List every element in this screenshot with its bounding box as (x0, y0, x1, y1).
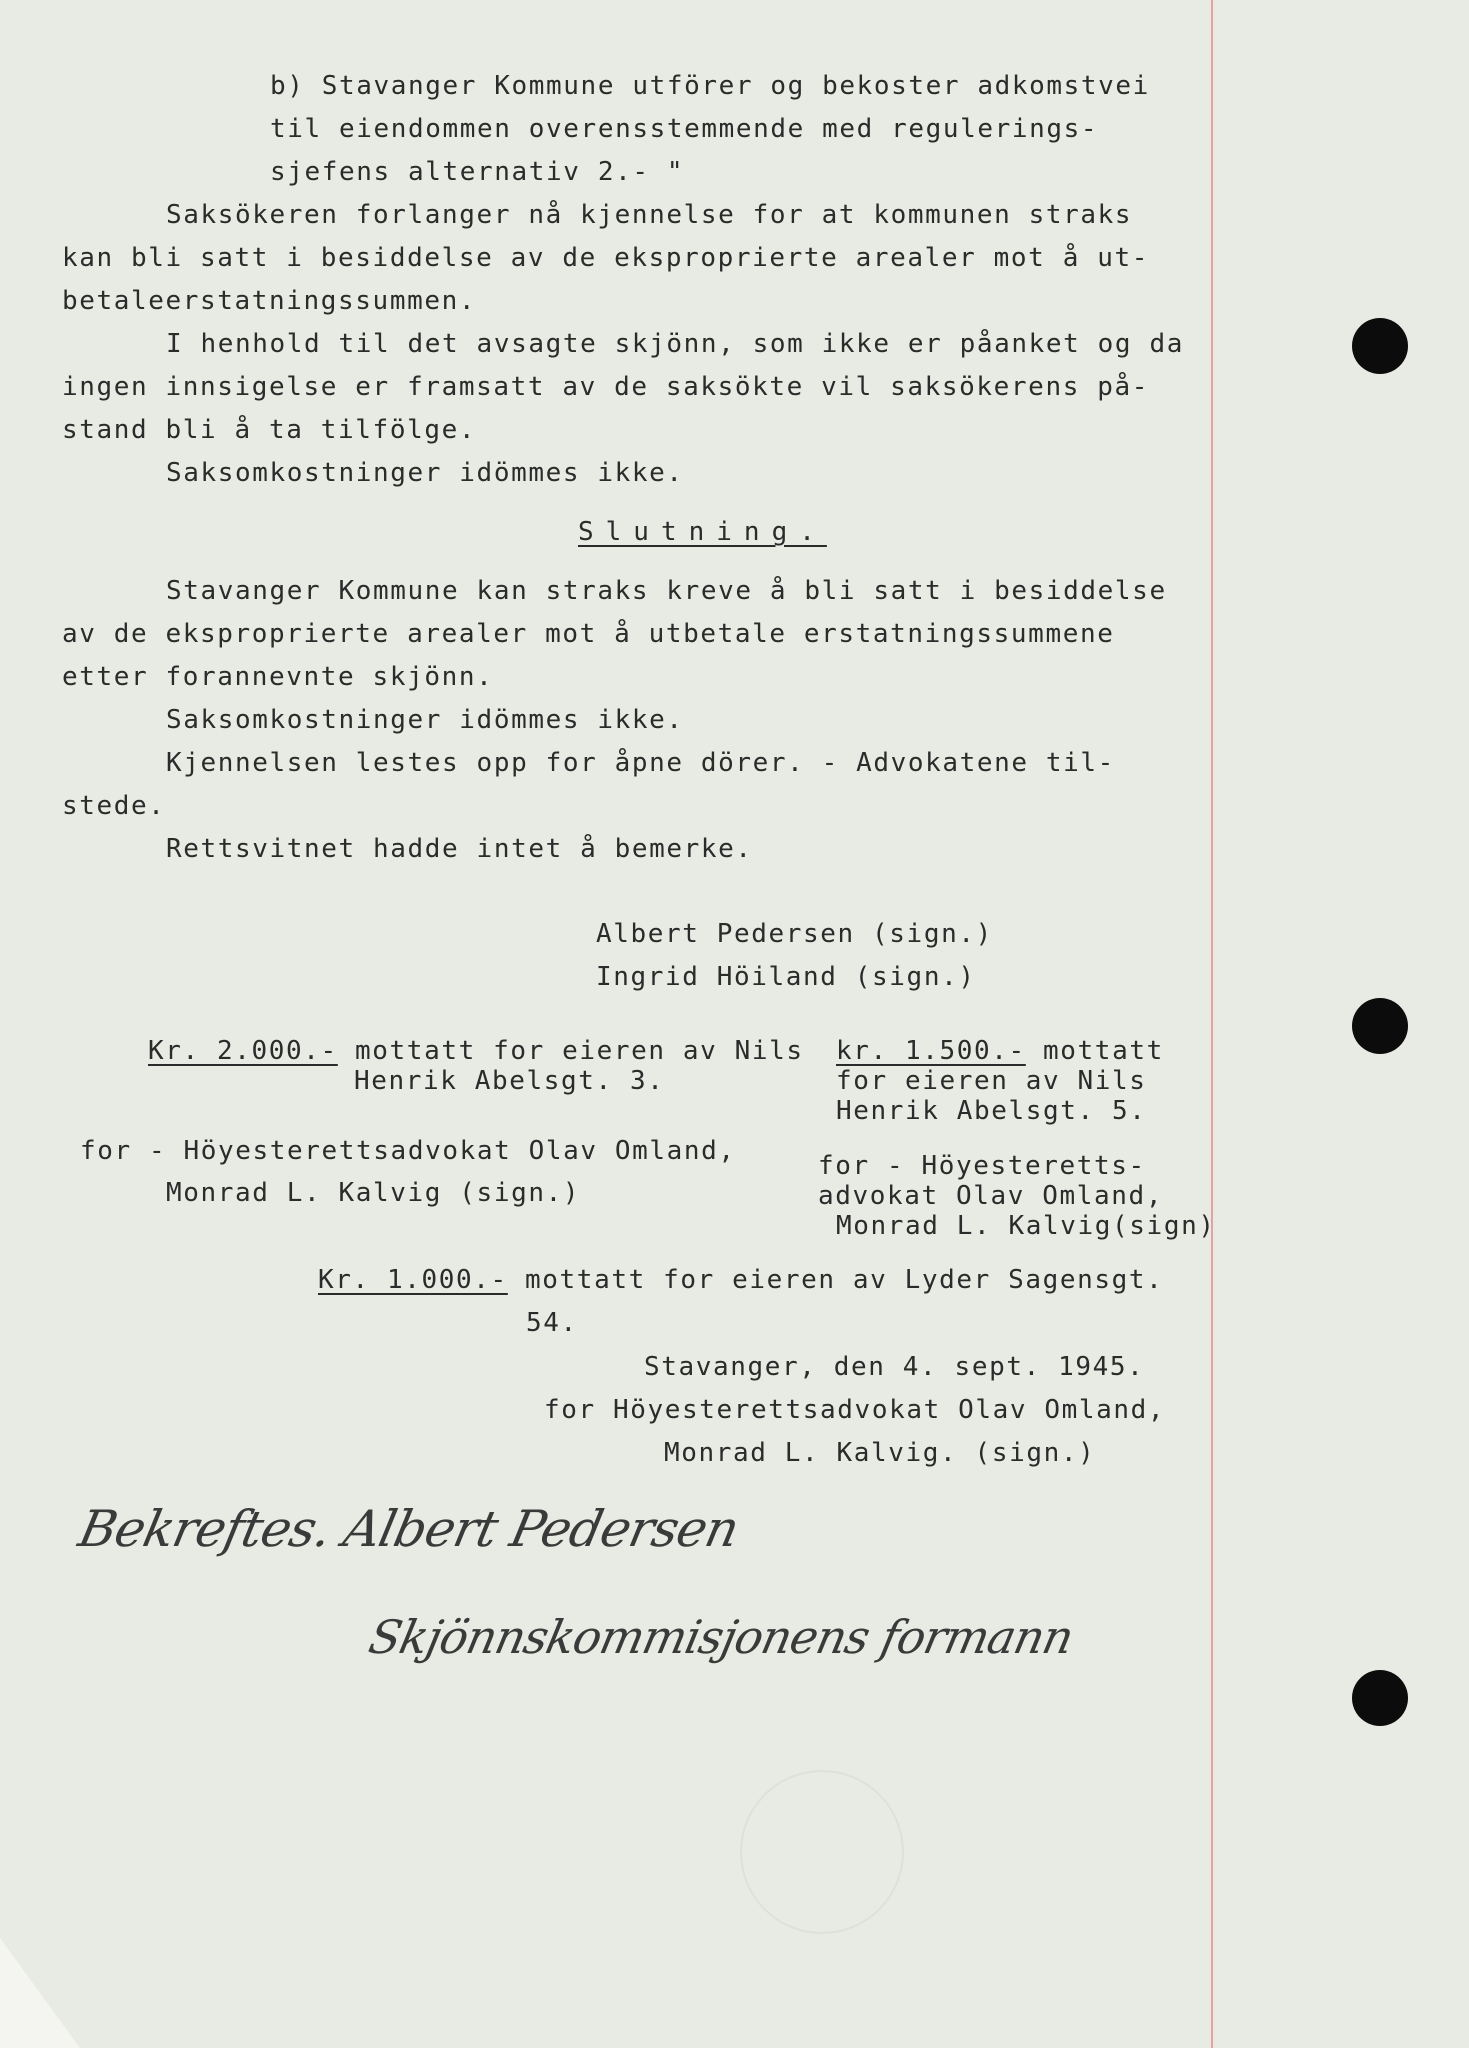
receipt-amount: Kr. 2.000.- (148, 1036, 338, 1066)
text-line: I henhold til det avsagte skjönn, som ikke er påanket og da (166, 329, 1184, 359)
faint-stamp (740, 1770, 904, 1934)
text-line: av de eksproprierte arealer mot å utbetale erstatningssummene (62, 619, 1115, 649)
text-line: Saksomkostninger idömmes ikke. (166, 458, 684, 488)
text-line: sjefens alternativ 2.- " (270, 157, 685, 187)
receipt-left-line (148, 1035, 804, 1067)
receipt-right-line: for eieren av Nils (836, 1066, 1147, 1096)
signature-line: Albert Pedersen (sign.) (596, 919, 993, 949)
closing-signed: Monrad L. Kalvig. (sign.) (664, 1438, 1096, 1468)
receipt-third-line: 54. (526, 1308, 578, 1338)
text-line: stand bli å ta tilfölge. (62, 415, 477, 445)
receipt-text: mottatt (1025, 1036, 1164, 1066)
punch-hole (1352, 318, 1408, 374)
receipt-left-line: Henrik Abelsgt. 3. (354, 1066, 665, 1096)
place-date: Stavanger, den 4. sept. 1945. (644, 1352, 1145, 1382)
text-line: Kjennelsen lestes opp for åpne dörer. - Advokatene til- (166, 748, 1115, 778)
receipt-left-line: for - Höyesterettsadvokat Olav Omland, (80, 1136, 736, 1166)
receipt-left-line: Monrad L. Kalvig (sign.) (166, 1178, 581, 1208)
receipt-amount: kr. 1.500.- (836, 1036, 1026, 1066)
receipt-right-line: Monrad L. Kalvig(sign) (836, 1211, 1216, 1241)
receipt-right-line (836, 1035, 1164, 1067)
text-line: til eiendommen overensstemmende med regulerings- (270, 114, 1099, 144)
text-line: Saksomkostninger idömmes ikke. (166, 705, 684, 735)
text-line: Saksökeren forlanger nå kjennelse for at kommunen straks (166, 200, 1133, 230)
handwritten-confirmation: Bekreftes. Albert Pedersen (73, 1500, 744, 1558)
handwritten-title: Skjönnskommisjonens formann (364, 1610, 1078, 1664)
closing-for: for Höyesterettsadvokat Olav Omland, (544, 1395, 1166, 1425)
text-line: b) Stavanger Kommune utförer og bekoster adkomstvei (270, 71, 1150, 101)
margin-rule (1211, 0, 1213, 2048)
section-heading: Slutning. (578, 517, 827, 547)
text-line: betaleerstatningssummen. (62, 286, 477, 316)
receipt-right-line: Henrik Abelsgt. 5. (836, 1096, 1147, 1126)
folded-corner (0, 1938, 80, 2048)
receipt-amount: Kr. 1.000.- (318, 1265, 508, 1295)
text-line: Rettsvitnet hadde intet å bemerke. (166, 834, 753, 864)
punch-hole (1352, 1670, 1408, 1726)
punch-hole (1352, 998, 1408, 1054)
receipt-right-line: for - Höyesteretts- (818, 1151, 1146, 1181)
text-line: etter forannevnte skjönn. (62, 662, 494, 692)
receipt-text: mottatt for eieren av Nils (337, 1036, 804, 1066)
text-line: Stavanger Kommune kan straks kreve å bli satt i besiddelse (166, 576, 1167, 606)
text-line: kan bli satt i besiddelse av de eksproprierte arealer mot å ut- (62, 243, 1149, 273)
receipt-text: mottatt for eieren av Lyder Sagensgt. (507, 1265, 1164, 1295)
receipt-right-line: advokat Olav Omland, (818, 1181, 1164, 1211)
receipt-third-line (318, 1264, 1163, 1296)
text-line: ingen innsigelse er framsatt av de saksökte vil saksökerens på- (62, 372, 1149, 402)
text-line: stede. (62, 791, 166, 821)
signature-line: Ingrid Höiland (sign.) (596, 962, 976, 992)
